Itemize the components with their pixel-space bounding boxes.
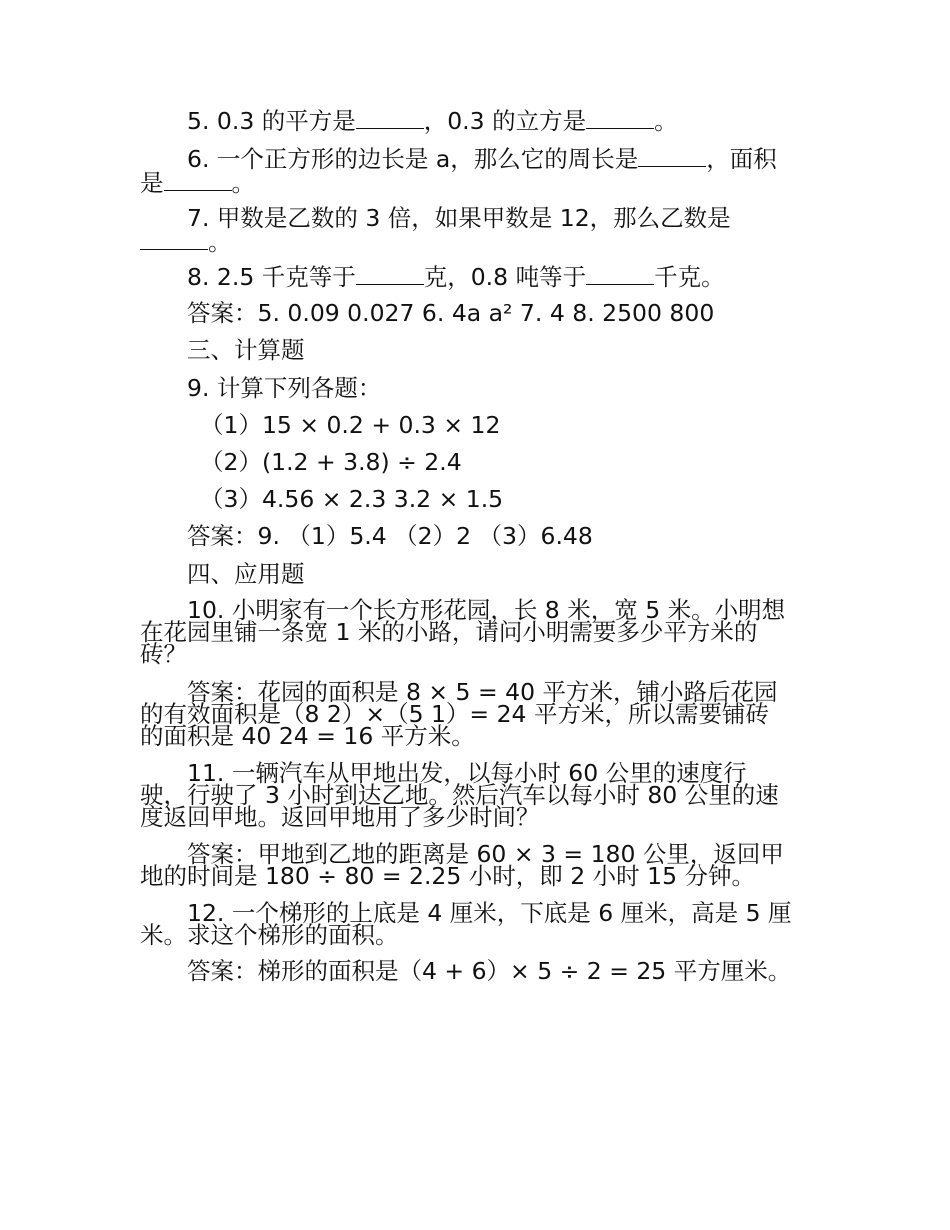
question-8 bbox=[187, 264, 820, 290]
answer-fill: 答案：5. 0.09 0.027 6. 4a a² 7. 4 8. 2500 800 bbox=[187, 299, 715, 327]
answer-blank bbox=[356, 266, 424, 285]
question-9-item: （1）15 × 0.2 + 0.3 × 12 bbox=[200, 411, 501, 439]
question-11-line: 度返回甲地。返回甲地用了多少时间？ bbox=[140, 803, 540, 831]
question-6-text: 6. 一个正方形的边长是 a，那么它的周长是 bbox=[187, 145, 639, 173]
answer-11-line: 答案：甲地到乙地的距离是 60 × 3 = 180 公里，返回甲 bbox=[187, 840, 784, 868]
question-5-text: 5. 0.3 的平方是 bbox=[187, 107, 356, 135]
question-12-line: 米。求这个梯形的面积。 bbox=[140, 921, 399, 949]
answer-blank bbox=[140, 231, 208, 250]
answer-11-line: 地的时间是 180 ÷ 80 = 2.25 小时，即 2 小时 15 分钟。 bbox=[140, 862, 756, 890]
question-6-cont bbox=[140, 170, 820, 196]
question-11-line: 11. 一辆汽车从甲地出发，以每小时 60 公里的速度行 bbox=[187, 759, 747, 787]
section-heading-4: 四、应用题 bbox=[187, 560, 305, 588]
question-5 bbox=[187, 108, 820, 134]
question-6-text: 。 bbox=[231, 169, 255, 197]
question-6 bbox=[187, 146, 820, 172]
answer-calc: 答案：9. （1）5.4 （2）2 （3）6.48 bbox=[187, 522, 593, 550]
question-6-text: ，面积 bbox=[706, 145, 777, 173]
question-9-title: 9. 计算下列各题： bbox=[187, 374, 382, 402]
answer-blank bbox=[586, 110, 654, 129]
question-7-cont bbox=[140, 229, 820, 255]
question-7 bbox=[187, 205, 820, 231]
answer-blank bbox=[356, 110, 424, 129]
question-9-item: （2）(1.2 + 3.8) ÷ 2.4 bbox=[200, 448, 462, 476]
answer-blank bbox=[164, 172, 232, 191]
question-5-text: 。 bbox=[654, 107, 678, 135]
question-10-line: 砖？ bbox=[140, 640, 187, 668]
answer-10-line: 的面积是 40 24 = 16 平方米。 bbox=[140, 722, 475, 750]
question-8-text: 克，0.8 吨等于 bbox=[423, 263, 587, 291]
question-10-line: 10. 小明家有一个长方形花园，长 8 米，宽 5 米。小明想 bbox=[187, 596, 786, 624]
question-11-line: 驶，行驶了 3 小时到达乙地。然后汽车以每小时 80 公里的速 bbox=[140, 781, 779, 809]
question-7-text: 7. 甲数是乙数的 3 倍，如果甲数是 12，那么乙数是 bbox=[187, 204, 731, 232]
question-10-line: 在花园里铺一条宽 1 米的小路，请问小明需要多少平方米的 bbox=[140, 618, 758, 646]
question-12-line: 12. 一个梯形的上底是 4 厘米，下底是 6 厘米，高是 5 厘 bbox=[187, 899, 792, 927]
question-8-text: 8. 2.5 千克等于 bbox=[187, 263, 356, 291]
question-5-text: ，0.3 的立方是 bbox=[423, 107, 587, 135]
answer-10-line: 答案：花园的面积是 8 × 5 = 40 平方米，铺小路后花园 bbox=[187, 678, 778, 706]
answer-10-line: 的有效面积是（8 2）×（5 1）= 24 平方米，所以需要铺砖 bbox=[140, 700, 769, 728]
question-6-text: 是 bbox=[140, 169, 164, 197]
question-8-text: 千克。 bbox=[654, 263, 725, 291]
question-7-text: 。 bbox=[208, 228, 232, 256]
answer-blank bbox=[638, 148, 706, 167]
question-9-item: （3）4.56 × 2.3 3.2 × 1.5 bbox=[200, 485, 504, 513]
answer-12: 答案：梯形的面积是（4 + 6）× 5 ÷ 2 = 25 平方厘米。 bbox=[187, 957, 792, 985]
section-heading-3: 三、计算题 bbox=[187, 336, 305, 364]
answer-blank bbox=[586, 266, 654, 285]
